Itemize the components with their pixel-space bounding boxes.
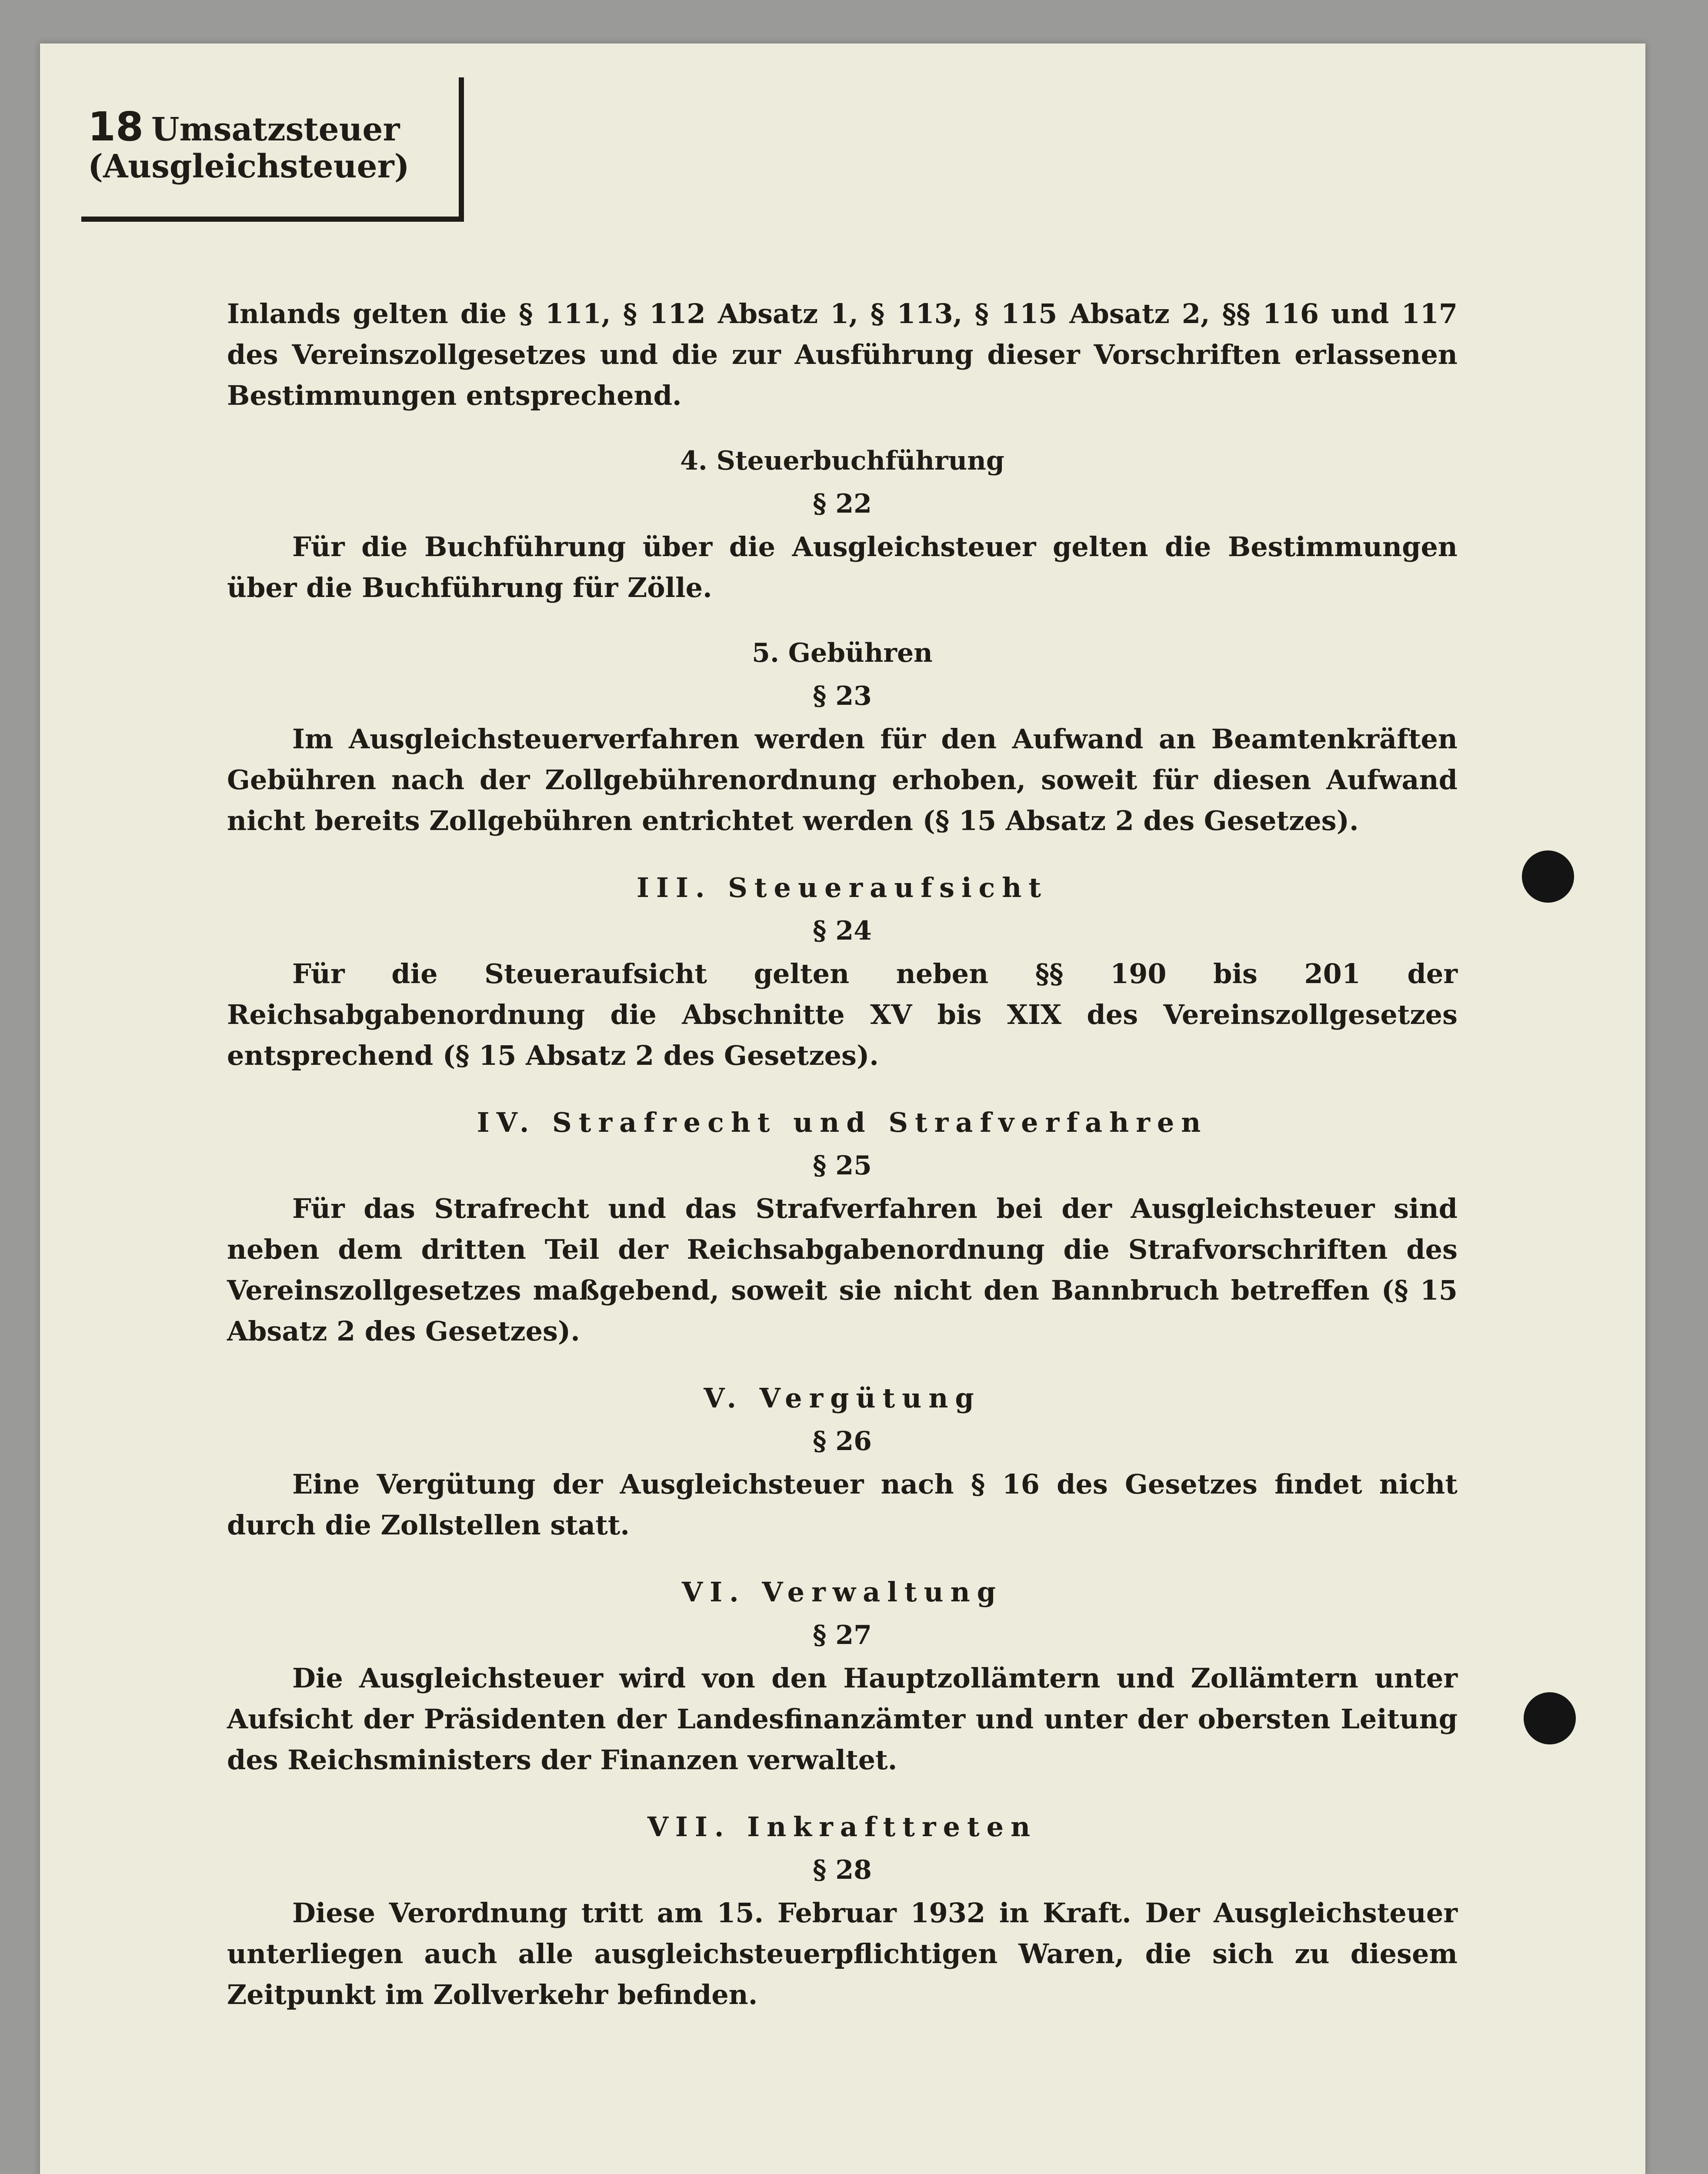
- punch-hole-upper: [1522, 850, 1574, 903]
- section-text: Für die Buchführung über die Ausgleichsteuer gelten die Bestimmungen über die Buchführung für Zölle.: [227, 531, 1458, 604]
- section-text: Im Ausgleichsteuerverfahren werden für den Aufwand an Beamtenkräften Gebühren nach der Zollgebührenordnung erhoben, soweit für diesen Aufwand nicht bereits Zollgebühren entrichtet werden (§ 15 Absatz 2 des Gesetzes).: [227, 723, 1458, 837]
- header-title: Umsatzsteuer: [151, 111, 400, 148]
- section-text: Für die Steueraufsicht gelten neben §§ 190 bis 201 der Reichsabgabenordnung die Abschnitte XV bis XIX des Vereinszollgesetzes entsprechend (§ 15 Absatz 2 des Gesetzes).: [227, 958, 1458, 1071]
- paragraph-number: § 22: [813, 489, 872, 519]
- punch-hole-lower: [1524, 1692, 1576, 1744]
- section-heading: III. Steueraufsicht: [636, 872, 1048, 904]
- section-heading: 4. Steuerbuchführung: [680, 446, 1004, 476]
- paragraph-number: § 27: [813, 1620, 872, 1651]
- header-subtitle: (Ausgleichsteuer): [88, 148, 410, 185]
- section-24: [227, 868, 1458, 1076]
- section-text: Diese Verordnung tritt am 15. Februar 1932 in Kraft. Der Ausgleichsteuer unterliegen auch alle ausgleichsteuerpflichtigen Waren, die sich zu diesem Zeitpunkt im Zollverkehr befinden.: [227, 1897, 1458, 2011]
- section-heading: IV. Strafrecht und Strafverfahren: [477, 1107, 1208, 1138]
- section-27: [227, 1573, 1458, 1781]
- section-heading: VII. Inkrafttreten: [647, 1811, 1037, 1843]
- paragraph-number: § 24: [813, 916, 872, 946]
- section-text: Die Ausgleichsteuer wird von den Hauptzollämtern und Zollämtern unter Aufsicht der Präsidenten der Landesfinanzämter und unter der obersten Leitung des Reichsministers der Finanzen verwaltet.: [227, 1662, 1458, 1776]
- section-text: Für das Strafrecht und das Strafverfahren bei der Ausgleichsteuer sind neben dem dritten Teil der Reichsabgabenordnung die Strafvorschriften des Vereinszollgesetzes maßgebend, soweit sie nicht den Bannbruch betreffen (§ 15 Absatz 2 des Gesetzes).: [227, 1193, 1458, 1347]
- section-text: Eine Vergütung der Ausgleichsteuer nach § 16 des Gesetzes findet nicht durch die Zollstellen statt.: [227, 1468, 1458, 1541]
- section-26: [227, 1379, 1458, 1546]
- paragraph-number: § 25: [813, 1150, 872, 1181]
- paragraph-number: § 23: [813, 681, 872, 711]
- document-page: [40, 43, 1645, 2174]
- section-22: [227, 441, 1458, 608]
- section-25: [227, 1103, 1458, 1352]
- paragraph-number: § 28: [813, 1855, 872, 1885]
- section-23: [227, 634, 1458, 841]
- section-heading: V. Vergütung: [704, 1382, 981, 1414]
- section-28: [227, 1807, 1458, 2015]
- header-number: 18: [88, 103, 144, 150]
- section-heading: 5. Gebühren: [752, 638, 933, 668]
- paragraph-number: § 26: [813, 1426, 872, 1457]
- header-title-line1: [88, 103, 400, 150]
- section-heading: VI. Verwaltung: [681, 1576, 1003, 1608]
- document-body: [227, 293, 1458, 2015]
- intro-paragraph: Inlands gelten die § 111, § 112 Absatz 1, § 113, § 115 Absatz 2, §§ 116 und 117 des Vereinszollgesetzes und die zur Ausführung dieser Vorschriften erlassenen Bestimmungen entsprechend.: [227, 298, 1458, 411]
